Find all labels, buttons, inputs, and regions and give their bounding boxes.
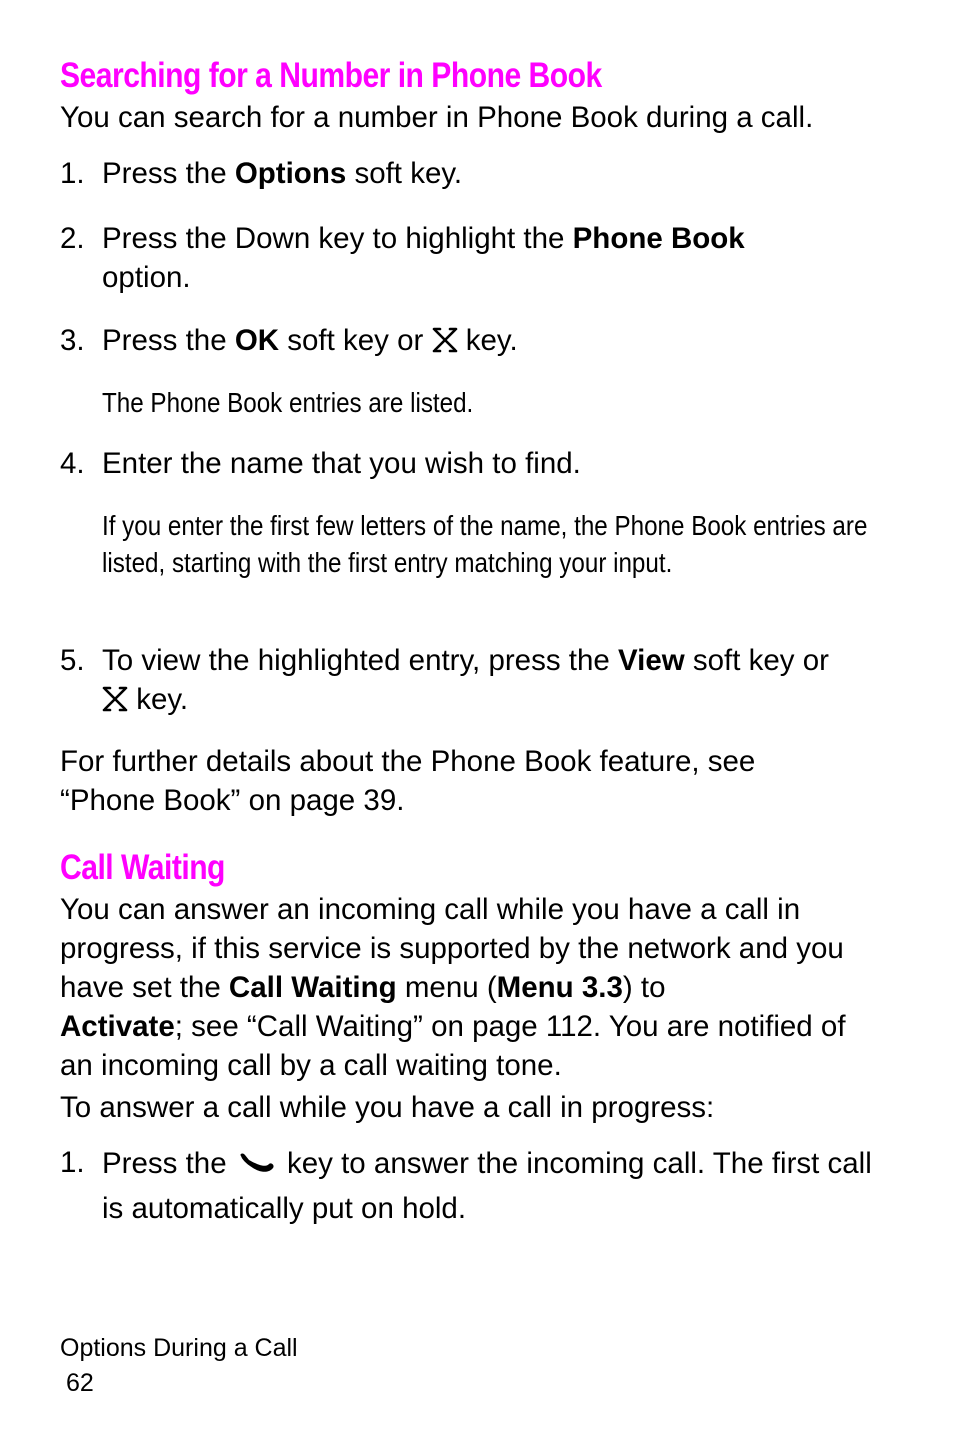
step-text-part: Press the Down key to highlight the xyxy=(102,222,573,255)
step-number: 3. xyxy=(60,324,85,357)
paragraph-text-part: menu ( xyxy=(396,971,497,1004)
step-text-part: key. xyxy=(128,683,189,716)
call-waiting-paragraph xyxy=(60,890,880,1085)
answer-intro-paragraph: To answer a call while you have a call in progress: xyxy=(60,1091,715,1124)
outro-paragraph: For further details about the Phone Book feature, see “Phone Book” on page 39. xyxy=(60,745,756,817)
paragraph-text-part: You can answer an incoming call while you have a call in progress, if this service is supported by the network and you have set the xyxy=(60,893,844,1004)
key-name-bold: View xyxy=(618,644,685,677)
step-number: 5. xyxy=(60,644,85,677)
step-text-part: Press the xyxy=(102,324,235,357)
step-number: 1. xyxy=(60,157,85,190)
step-text xyxy=(102,641,902,722)
step-text xyxy=(102,219,822,297)
step-text-part: To view the highlighted entry, press the xyxy=(102,644,618,677)
menu-number-bold: Menu 3.3 xyxy=(496,971,623,1004)
section-heading-phone-book-search: Searching for a Number in Phone Book xyxy=(60,56,602,95)
intro-paragraph: You can search for a number in Phone Book during a call. xyxy=(60,101,814,134)
menu-name-bold: Call Waiting xyxy=(228,971,397,1004)
ok-key-icon xyxy=(432,324,458,363)
step-text-part: option. xyxy=(102,261,191,294)
section-heading-call-waiting: Call Waiting xyxy=(60,848,225,887)
step-text xyxy=(102,154,892,193)
step-text-part: key. xyxy=(457,324,518,357)
key-name-bold: OK xyxy=(234,324,280,357)
step-text-part: Press the xyxy=(102,157,235,190)
step-note: The Phone Book entries are listed. xyxy=(102,387,474,418)
step-text xyxy=(102,1143,892,1230)
footer-section-title: Options During a Call xyxy=(60,1334,298,1362)
step-text-part: key to answer the incoming call. The first call is automatically put on hold. xyxy=(102,1147,872,1225)
step-number: 2. xyxy=(60,222,85,255)
step-text-part: Press the xyxy=(102,1147,235,1180)
step-text-part: soft key or xyxy=(279,324,432,357)
step-note: If you enter the first few letters of the name, the Phone Book entries are listed, starting with the first entry matching your input. xyxy=(102,510,868,578)
paragraph-text-part: ; see “Call Waiting” on page 112. You are notified of an incoming call by a call waiting tone. xyxy=(60,1010,846,1082)
step-text-part: soft key or xyxy=(684,644,829,677)
key-name-bold: Options xyxy=(234,157,347,190)
menu-name-bold: Phone Book xyxy=(572,222,745,255)
ok-key-icon xyxy=(102,683,128,722)
step-text-part: soft key. xyxy=(346,157,463,190)
setting-name-bold: Activate xyxy=(60,1010,175,1043)
step-text xyxy=(102,321,892,363)
page-number: 62 xyxy=(66,1369,94,1397)
step-text: Enter the name that you wish to find. xyxy=(102,447,581,480)
step-number: 1. xyxy=(60,1146,85,1179)
send-key-icon xyxy=(235,1146,279,1188)
step-number: 4. xyxy=(60,447,85,480)
paragraph-text-part: ) to xyxy=(622,971,666,1004)
